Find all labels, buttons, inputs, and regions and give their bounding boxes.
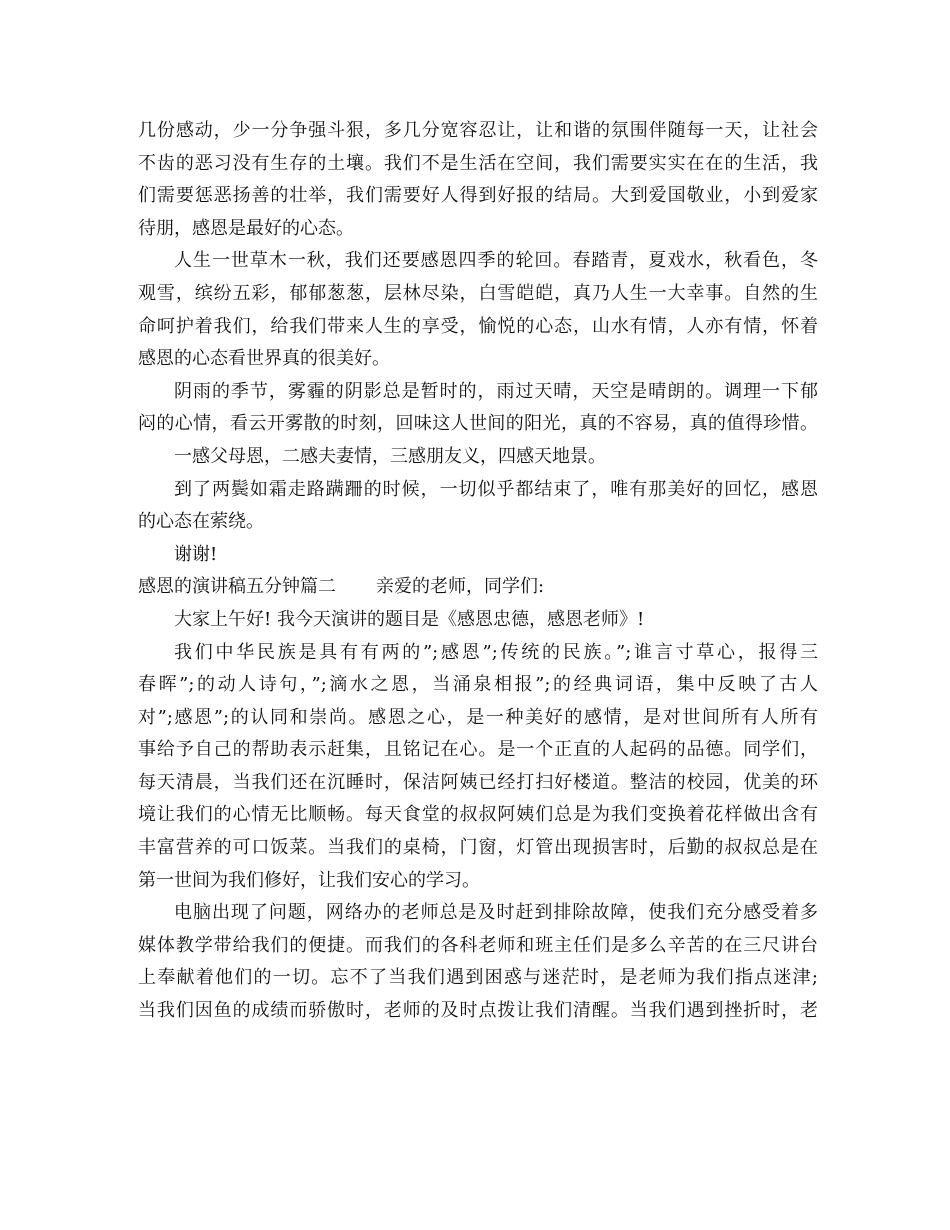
paragraph-line: 电脑出现了问题，网络办的老师总是及时赶到排除故障，使我们充分感受着多 [174,902,818,924]
paragraph-line: 大家上午好! 我今天演讲的题目是《感恩忠德，感恩老师》! [174,608,645,630]
paragraph-line: 闷的心情，看云开雾散的时刻，回味这人世间的阳光，真的不容易，真的值得珍惜。 [138,413,818,435]
document-body [138,115,818,1028]
paragraph-line: 事给予自己的帮助表示赶集，且铭记在心。是一个正直的人起码的品德。同学们， [138,739,818,761]
paragraph-line: 境让我们的心情无比顺畅。每天食堂的叔叔阿姨们总是为我们变换着花样做出含有 [138,804,818,826]
paragraph-line: 当我们因鱼的成绩而骄傲时，老师的及时点拨让我们清醒。当我们遇到挫折时，老 [138,1000,818,1022]
paragraph-line: 春晖”;的动人诗句，”;滴水之恩，当涌泉相报”;的经典词语，集中反映了古人 [138,674,818,696]
paragraph-line: 丰富营养的可口饭菜。当我们的桌椅，门窗，灯管出现损害时，后勤的叔叔总是在 [138,837,818,859]
paragraph-line: 对”;感恩”;的认同和崇尚。感恩之心，是一种美好的感情，是对世间所有人所有 [138,706,818,728]
paragraph-line: 人生一世草木一秋，我们还要感恩四季的轮回。春踏青，夏戏水，秋看色，冬 [174,250,818,272]
paragraph-line: 的心态在萦绕。 [138,511,264,533]
paragraph-line: 不齿的恶习没有生存的土壤。我们不是生活在空间，我们需要实实在在的生活，我 [138,152,818,174]
paragraph-line: 阴雨的季节，雾霾的阴影总是暂时的，雨过天晴，天空是晴朗的。调理一下郁 [174,380,818,402]
paragraph-line: 上奉献着他们的一切。忘不了当我们遇到困惑与迷茫时，是老师为我们指点迷津; [138,967,818,989]
paragraph-line: 第一世间为我们修好，让我们安心的学习。 [138,869,480,891]
paragraph-line: 媒体教学带给我们的便捷。而我们的各科老师和班主任们是多么辛苦的在三尺讲台 [138,934,818,956]
paragraph-line: 我们中华民族是具有有两的”;感恩”;传统的民族。”;谁言寸草心，报得三 [174,641,818,663]
salutation: 亲爱的老师，同学们: [376,576,545,598]
paragraph-line: 几份感动，少一分争强斗狠，多几分宽容忍让，让和谐的氛围伴随每一天，让社会 [138,120,818,141]
section-title: 感恩的演讲稿五分钟篇二 [138,576,336,598]
paragraph-line: 每天清晨，当我们还在沉睡时，保洁阿姨已经打扫好楼道。整洁的校园，优美的环 [138,771,818,793]
section-heading [138,571,818,604]
paragraph-line: 一感父母恩，二感夫妻情，三感朋友义，四感天地景。 [174,445,606,467]
paragraph-line: 命呵护着我们，给我们带来人生的享受，愉悦的心态，山水有情，人亦有情，怀着 [138,315,818,337]
paragraph-line: 观雪，缤纷五彩，郁郁葱葱，层林尽染，白雪皑皑，真乃人生一大幸事。自然的生 [138,282,818,304]
paragraph-line: 们需要惩恶扬善的壮举，我们需要好人得到好报的结局。大到爱国敬业，小到爱家 [138,185,818,207]
closing-thanks: 谢谢! [174,543,218,565]
paragraph-line: 到了两鬓如霜走路蹒跚的时候，一切似乎都结束了，唯有那美好的回忆，感恩 [174,478,818,500]
paragraph-line: 感恩的心态看世界真的很美好。 [138,348,390,370]
paragraph-line: 待朋，感恩是最好的心态。 [138,217,354,239]
